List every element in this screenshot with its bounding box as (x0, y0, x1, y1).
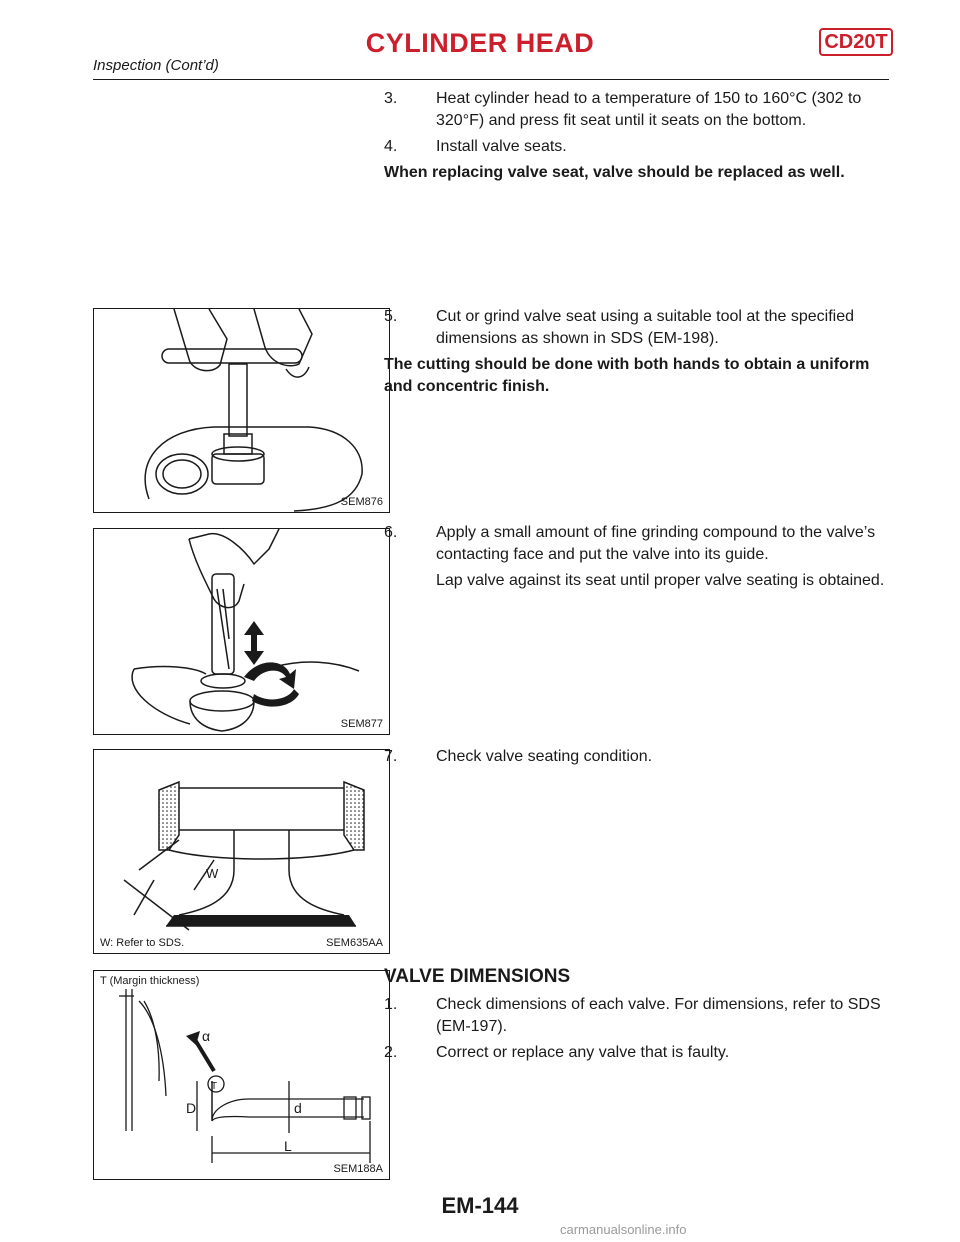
section-valve-seat-install (384, 88, 889, 184)
label-d-major: D (186, 1100, 197, 1116)
section-lap-valve (384, 522, 889, 596)
step-6: 6. Apply a small amount of fine grinding compound to the valve’s contacting face and put the valve into its guide. (384, 524, 876, 563)
figure-note: W: Refer to SDS. (100, 937, 185, 949)
note-replace-valve: When replacing valve seat, valve should be replaced as well. (384, 164, 845, 181)
step-1: 1. Check dimensions of each valve. For dimensions, refer to SDS (EM-197). (384, 996, 881, 1035)
section-check-seating (384, 746, 889, 772)
figure-sem876 (93, 308, 390, 513)
figure-code: SEM188A (333, 1163, 383, 1175)
valve-seat-cutter-illustration (94, 309, 389, 512)
step-5: 5. Cut or grind valve seat using a suitable tool at the specified dimensions as shown in SDS (EM-198). (384, 308, 855, 347)
figure-code: SEM876 (340, 496, 383, 508)
section-cut-valve-seat (384, 306, 889, 398)
valve-lapping-illustration (94, 529, 389, 734)
figure-code: SEM877 (340, 718, 383, 730)
label-d-minor: d (294, 1100, 302, 1116)
note-both-hands: The cutting should be done with both hands to obtain a uniform and concentric finish. (384, 356, 870, 395)
step-3: 3. Heat cylinder head to a temperature of 150 to 160°C (302 to 320°F) and press fit seat until it seats on the bottom. (384, 90, 862, 129)
figure-code: SEM635AA (326, 937, 383, 949)
label-w: W (206, 866, 219, 881)
header-divider (93, 79, 889, 80)
step-7: 7. Check valve seating condition. (384, 748, 653, 765)
page-number: EM-144 (441, 1193, 519, 1218)
step-6-continued: Lap valve against its seat until proper valve seating is obtained. (436, 572, 885, 589)
figure-sem635aa (93, 749, 390, 954)
page-subtitle: Inspection (Cont’d) (93, 57, 219, 74)
page-title: CYLINDER HEAD (365, 28, 595, 58)
valve-dimensions-illustration (94, 971, 389, 1179)
figure-sem877 (93, 528, 390, 735)
watermark: carmanualsonline.info (560, 1222, 687, 1237)
section-valve-dimensions (384, 966, 889, 1068)
label-l: L (284, 1138, 292, 1154)
step-2: 2. Correct or replace any valve that is faulty. (384, 1044, 730, 1061)
figure-note: T (Margin thickness) (100, 975, 200, 987)
model-badge: CD20T (819, 28, 893, 56)
valve-seating-illustration (94, 750, 389, 953)
label-alpha: α (202, 1028, 211, 1044)
section-heading: VALVE DIMENSIONS (384, 966, 571, 987)
label-t: T (211, 1081, 218, 1092)
figure-sem188a (93, 970, 390, 1180)
step-4: 4. Install valve seats. (384, 138, 567, 155)
